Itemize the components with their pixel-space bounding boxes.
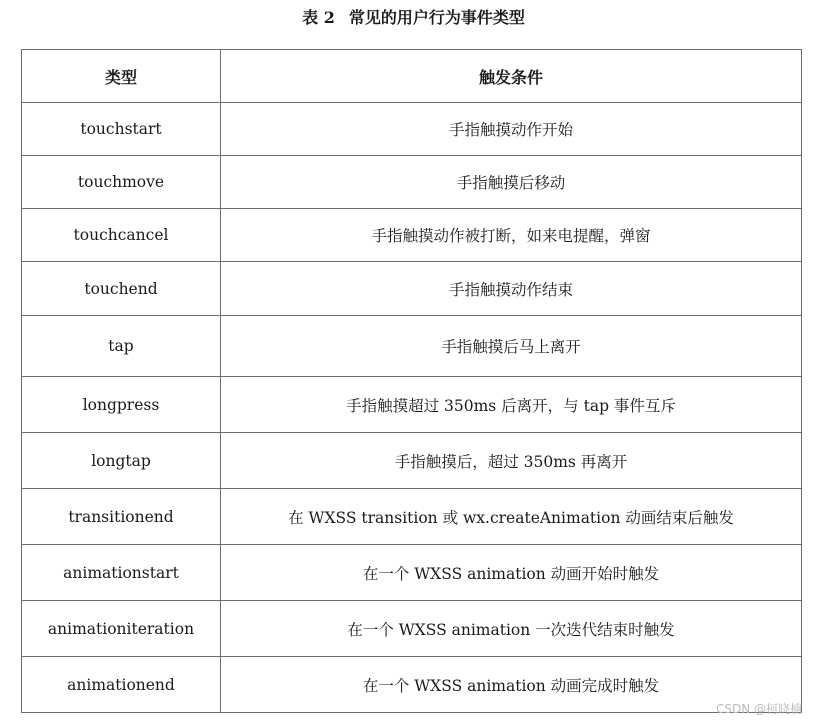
watermark: CSDN @柯晓楠: [716, 702, 803, 716]
table-row: [22, 156, 802, 209]
trigger-condition-cell: 手指触摸动作被打断，如来电提醒，弹窗: [221, 209, 802, 262]
trigger-condition-cell: 在一个 WXSS animation 动画开始时触发: [221, 545, 802, 601]
trigger-condition-cell: 手指触摸超过 350ms 后离开，与 tap 事件互斥: [221, 377, 802, 433]
event-type-cell: tap: [22, 316, 221, 377]
table-row: [22, 316, 802, 377]
trigger-condition-cell: 手指触摸后，超过 350ms 再离开: [221, 433, 802, 489]
trigger-condition-cell: 手指触摸动作结束: [221, 262, 802, 316]
event-types-table: [21, 49, 802, 713]
trigger-condition-cell: 手指触摸动作开始: [221, 103, 802, 156]
event-type-cell: touchmove: [22, 156, 221, 209]
table-row: [22, 262, 802, 316]
table-title: 常见的用户行为事件类型: [348, 8, 525, 27]
event-type-cell: longtap: [22, 433, 221, 489]
trigger-condition-cell: 在 WXSS transition 或 wx.createAnimation 动画结束后触发: [221, 489, 802, 545]
event-type-cell: touchstart: [22, 103, 221, 156]
trigger-condition-cell: 手指触摸后移动: [221, 156, 802, 209]
event-type-cell: animationiteration: [22, 601, 221, 657]
table-header-row: [22, 50, 802, 103]
column-header-type: 类型: [22, 50, 221, 103]
trigger-condition-cell: 在一个 WXSS animation 动画完成时触发: [221, 657, 802, 713]
table-row: [22, 209, 802, 262]
table-row: [22, 103, 802, 156]
trigger-condition-cell: 在一个 WXSS animation 一次迭代结束时触发: [221, 601, 802, 657]
event-type-cell: transitionend: [22, 489, 221, 545]
table-row: [22, 601, 802, 657]
table-row: [22, 545, 802, 601]
trigger-condition-cell: 手指触摸后马上离开: [221, 316, 802, 377]
event-type-cell: touchcancel: [22, 209, 221, 262]
table-row: [22, 489, 802, 545]
event-type-cell: touchend: [22, 262, 221, 316]
table-row: [22, 657, 802, 713]
table-row: [22, 433, 802, 489]
event-type-cell: animationend: [22, 657, 221, 713]
event-type-cell: longpress: [22, 377, 221, 433]
event-type-cell: animationstart: [22, 545, 221, 601]
column-header-condition: 触发条件: [221, 50, 802, 103]
table-caption: [0, 7, 827, 29]
table-number: 表 2: [302, 8, 335, 27]
table-row: [22, 377, 802, 433]
